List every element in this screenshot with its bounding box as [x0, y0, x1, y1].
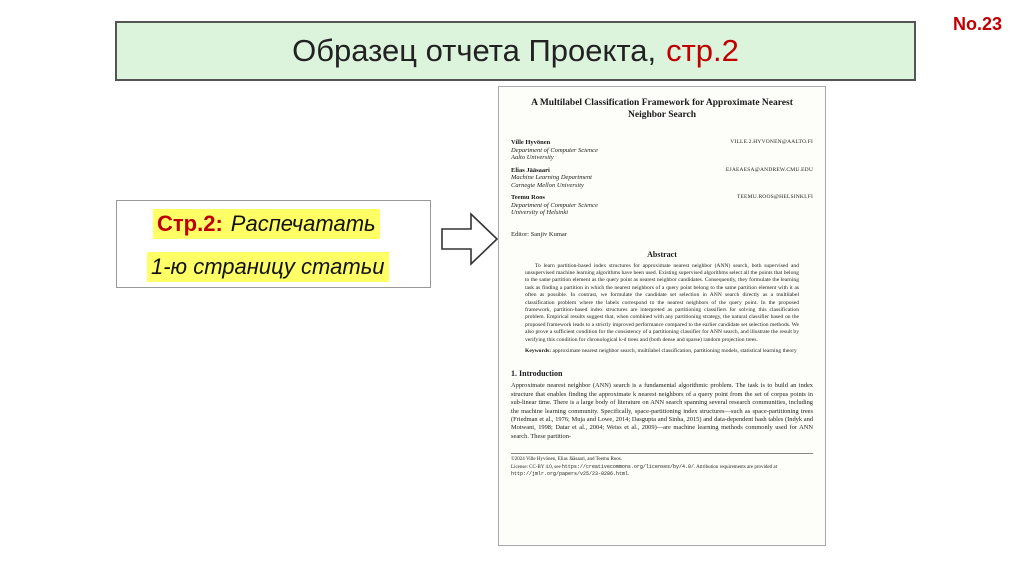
intro-text: Approximate nearest neighbor (ANN) search is a fundamental algorithmic problem. The task is to build an index structure that enables finding the approximate k nearest neighbors of a query point from the set of corpus points in sub-linear time. There is a large body of literature on ANN search spanning several research communities, including the machine learning community. Specifically, space-partitioning index structures—such as space-partitioning trees (Friedman et al., 1976; Muja and Lowe, 2014; Dasgupta and Sinha, 2015) and data-dependent hash tables (Indyk and Motwani, 1998; Datar et al., 2004; Weiss et al., 2009)—are machine learning methods commonly used for ANN search. These partition-: [511, 382, 813, 440]
author-name: Teemu Roos: [511, 194, 545, 201]
author-email: VILLE.2.HYVONEN@AALTO.FI: [730, 139, 813, 145]
keywords: [525, 348, 799, 355]
instruction-label: Стр.2:: [157, 211, 223, 236]
title-accent: стр.2: [666, 33, 739, 68]
attribution-url: http://jmlr.org/papers/v25/23-0286.html: [511, 471, 629, 478]
slide-number: No.23: [952, 14, 1002, 34]
author-block: [511, 194, 813, 217]
paper-first-page: [498, 86, 826, 546]
abstract-text: To learn partition-based index structures for approximate nearest neighbor (ANN) search, both supervised and unsupervised machine learning algorithms have been used. Existing supervised algorithms select all the points that belong to the same partition element as the query point as nearest neighbor candidates. Consequently, they formulate the learning task as finding a partition in which the nearest neighbors of a query point belong to the same partition element with it as often as possible. In contrast, we formulate the candidate set selection in ANN search directly as a multilabel classification problem where the labels correspond to the nearest neighbors of the query point. In the proposed framework, partition-based index structures are interpreted as partitioning classifiers for solving this classification problem. Empirical results suggest that, when combined with any partitioning strategy, the natural classifier based on the proposed framework leads to a strictly improved performance compared to the earlier candidate set selection methods. We also prove a sufficient condition for the consistency of a partitioning classifier for ANN search, and illustrate the result by verifying this condition for chronological k-d trees and (both dense and sparse) random projection trees.: [525, 262, 799, 343]
author-affiliation: Aalto University: [511, 154, 554, 161]
paper-title: A Multilabel Classification Framework for Approximate Nearest Neighbor Search: [531, 98, 793, 120]
instruction-line-1: [153, 209, 380, 239]
author-block: [511, 167, 813, 190]
author-affiliation: Department of Computer Science: [511, 146, 598, 154]
paper-editor: Editor: Sanjiv Kumar: [511, 230, 567, 238]
author-affiliation: Machine Learning Department: [511, 174, 592, 181]
author-email: EJAEAESA@ANDREW.CMU.EDU: [725, 166, 813, 173]
license-line: [511, 464, 813, 479]
slide-title: [115, 21, 916, 81]
author-name: Ville Hyvönen: [511, 139, 551, 146]
copyright-line: ©2024 Ville Hyvönen, Elias Jääsaari, and Teemu Roos.: [511, 457, 622, 463]
right-arrow-outline-icon: [441, 212, 499, 266]
license-rest: . Attribution requirements are provided at: [693, 464, 777, 470]
keywords-text: approximate nearest neighbor search, multilabel classification, partitioning models, statistical learning theory: [552, 347, 797, 354]
author-block: [511, 139, 813, 162]
license-footer: [511, 453, 813, 478]
license-label: License: CC-BY 4.0, see: [511, 464, 561, 470]
instruction-text-2: 1-ю страницу статьи: [147, 252, 389, 282]
intro-heading: 1. Introduction: [511, 369, 563, 379]
attribution-end: .: [628, 472, 630, 478]
title-main: Образец отчета Проекта,: [292, 33, 657, 68]
instruction-box: [116, 200, 431, 288]
author-affiliation: Department of Computer Science: [511, 201, 598, 209]
keywords-label: Keywords:: [525, 347, 552, 354]
license-url: https://creativecommons.org/licenses/by/4.0/: [561, 463, 694, 470]
author-name: Elias Jääsaari: [511, 166, 550, 174]
author-affiliation: University of Helsinki: [511, 209, 569, 216]
author-affiliation: Carnegie Mellon University: [511, 181, 584, 189]
abstract-heading: Abstract: [647, 249, 677, 259]
instruction-text-1: Распечатать: [230, 211, 376, 236]
author-email: TEEMU.ROOS@HELSINKI.FI: [736, 194, 813, 200]
